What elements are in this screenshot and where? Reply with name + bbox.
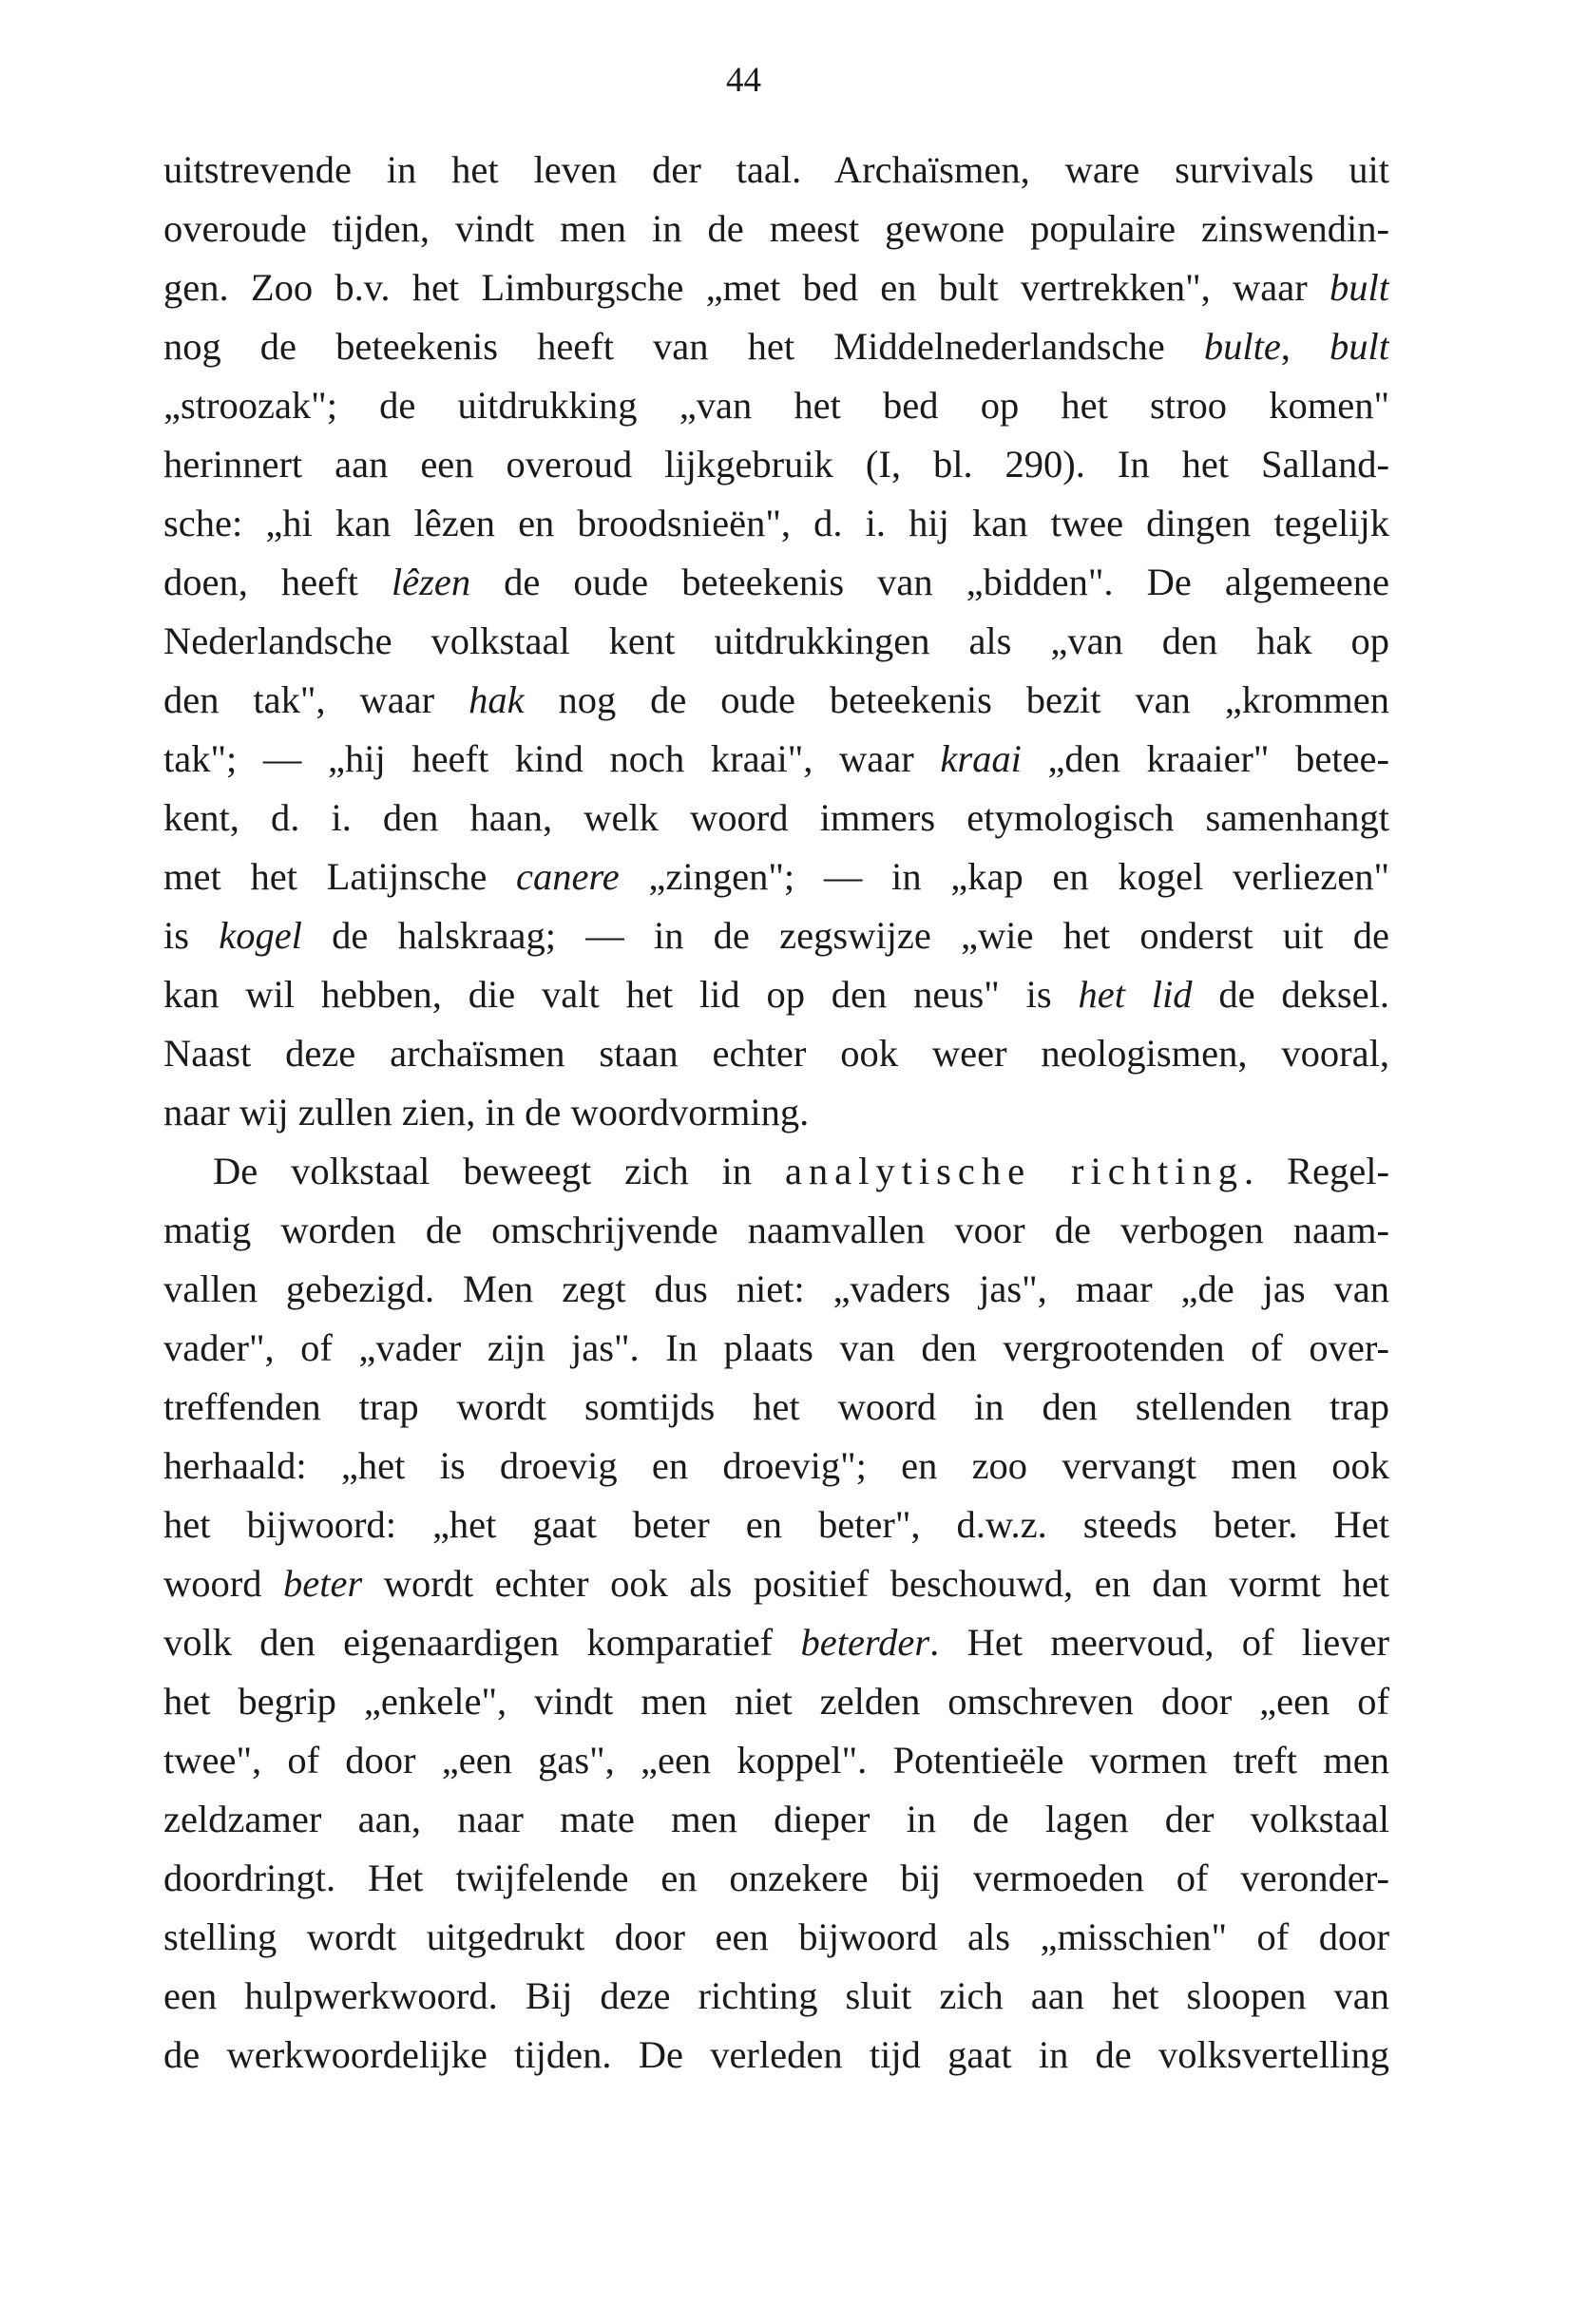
text-line xyxy=(163,789,1389,848)
text-line xyxy=(163,1554,1389,1613)
text-segment: vader", of „vader zijn jas". In plaats van den vergrootenden of over- xyxy=(163,1326,1389,1369)
spaced-emphasis: analytische richting xyxy=(784,1150,1244,1192)
text-segment: twee", of door „een gas", „een koppel". Potentieële vormen treft men xyxy=(163,1739,1389,1781)
text-segment: Nederlandsche volkstaal kent uitdrukkingen als „van den hak op xyxy=(163,619,1389,662)
text-segment: uitstrevende in het leven der taal. Archaïsmen, ware survivals uit xyxy=(163,148,1389,191)
text-line xyxy=(163,1908,1389,1967)
text-segment: de deksel. xyxy=(1192,973,1389,1016)
text-line xyxy=(163,1378,1389,1437)
text-segment: is xyxy=(163,914,220,957)
text-line xyxy=(163,376,1389,435)
text-segment: de oude beteekenis van „bidden". De algemeene xyxy=(470,561,1389,603)
text-segment: overoude tijden, vindt men in de meest gewone populaire zinswendin- xyxy=(163,207,1389,250)
text-line xyxy=(163,1319,1389,1378)
text-line xyxy=(163,671,1389,730)
text-segment: tak"; — „hij heeft kind noch kraai", waar xyxy=(163,737,941,780)
text-segment: stelling wordt uitgedrukt door een bijwoord als „misschien" of door xyxy=(163,1915,1389,1958)
text-line xyxy=(163,1731,1389,1790)
text-segment: woord xyxy=(163,1562,283,1605)
text-segment: „den kraaier" betee- xyxy=(1021,737,1389,780)
text-segment: herinnert aan een overoud lijkgebruik (I, bl. 290). In het Salland- xyxy=(163,443,1389,486)
text-line xyxy=(163,141,1389,200)
text-segment: den tak", waar xyxy=(163,678,469,721)
text-line xyxy=(163,1024,1389,1083)
text-line xyxy=(163,612,1389,671)
text-line xyxy=(163,1201,1389,1260)
text-segment: herhaald: „het is droevig en droevig"; en zoo vervangt men ook xyxy=(163,1444,1389,1487)
italic-term: bult xyxy=(1329,325,1389,368)
text-line xyxy=(163,1437,1389,1495)
text-line xyxy=(163,435,1389,494)
text-line xyxy=(163,1142,1389,1201)
body-text xyxy=(163,141,1389,2085)
italic-term: hak xyxy=(469,678,525,721)
text-line xyxy=(163,1967,1389,2026)
text-segment: „stroozak"; de uitdrukking „van het bed op het stroo komen" xyxy=(163,384,1389,427)
text-segment: de werkwoordelijke tijden. De verleden tijd gaat in de volksvertelling xyxy=(163,2033,1389,2076)
text-line xyxy=(163,1083,1389,1142)
text-segment: sche: „hi kan lêzen en broodsnieën", d. i. hij kan twee dingen tegelijk xyxy=(163,502,1389,544)
text-segment: nog de beteekenis heeft van het Middelnederlandsche xyxy=(163,325,1204,368)
text-segment: . Het meervoud, of liever xyxy=(929,1621,1389,1664)
text-line xyxy=(163,2026,1389,2085)
text-segment: nog de oude beteekenis bezit van „krommen xyxy=(524,678,1389,721)
text-segment: het bijwoord: „het gaat beter en beter", d.w.z. steeds beter. Het xyxy=(163,1503,1389,1546)
italic-term: het lid xyxy=(1078,973,1193,1016)
text-segment: matig worden de omschrijvende naamvallen voor de verbogen naam- xyxy=(163,1209,1389,1251)
text-line xyxy=(163,553,1389,612)
text-line xyxy=(163,1849,1389,1908)
text-segment: Naast deze archaïsmen staan echter ook weer neologismen, vooral, xyxy=(163,1032,1389,1075)
text-segment: naar wij zullen zien, in de woordvorming. xyxy=(163,1091,810,1133)
text-line xyxy=(163,258,1389,317)
text-line xyxy=(163,200,1389,258)
text-line xyxy=(163,848,1389,906)
text-segment: , xyxy=(1280,325,1330,368)
italic-term: beterder xyxy=(800,1621,930,1664)
text-line xyxy=(163,1790,1389,1849)
page-number: 44 xyxy=(726,61,761,100)
italic-term: beter xyxy=(282,1562,363,1605)
text-segment: wordt echter ook als positief beschouwd, en dan vormt het xyxy=(362,1562,1389,1605)
text-line xyxy=(163,1260,1389,1319)
text-line xyxy=(163,1672,1389,1731)
text-line xyxy=(163,906,1389,965)
text-line xyxy=(163,730,1389,789)
text-segment: gen. Zoo b.v. het Limburgsche „met bed en bult vertrekken", waar xyxy=(163,266,1330,309)
italic-term: kraai xyxy=(940,737,1022,780)
italic-term: bulte xyxy=(1203,325,1281,368)
text-segment: doen, heeft xyxy=(163,561,392,603)
text-segment: vallen gebezigd. Men zegt dus niet: „vaders jas", maar „de jas van xyxy=(163,1267,1389,1310)
text-segment: „zingen"; — in „kap en kogel verliezen" xyxy=(619,855,1389,898)
text-segment: het begrip „enkele", vindt men niet zelden omschreven door „een of xyxy=(163,1680,1389,1723)
text-segment: een hulpwerkwoord. Bij deze richting sluit zich aan het sloopen van xyxy=(163,1974,1389,2017)
italic-term: canere xyxy=(516,855,620,898)
text-segment: doordringt. Het twijfelende en onzekere bij vermoeden of veronder- xyxy=(163,1857,1389,1899)
text-line xyxy=(163,1613,1389,1672)
text-line xyxy=(163,494,1389,553)
italic-term: bult xyxy=(1329,266,1389,309)
italic-term: lêzen xyxy=(391,561,471,603)
text-segment: De volkstaal beweegt zich in xyxy=(213,1150,785,1192)
text-segment: kent, d. i. den haan, welk woord immers etymologisch samenhangt xyxy=(163,796,1389,839)
text-segment: . Regel- xyxy=(1244,1150,1389,1192)
italic-term: kogel xyxy=(219,914,302,957)
text-segment: met het Latijnsche xyxy=(163,855,517,898)
text-segment: de halskraag; — in de zegswijze „wie het onderst uit de xyxy=(301,914,1389,957)
text-segment: volk den eigenaardigen komparatief xyxy=(163,1621,801,1664)
text-segment: zeldzamer aan, naar mate men dieper in de lagen der volkstaal xyxy=(163,1798,1389,1840)
text-segment: kan wil hebben, die valt het lid op den neus" is xyxy=(163,973,1079,1016)
text-line xyxy=(163,1495,1389,1554)
text-line xyxy=(163,965,1389,1024)
text-line xyxy=(163,317,1389,376)
text-segment: treffenden trap wordt somtijds het woord in den stellenden trap xyxy=(163,1385,1389,1428)
